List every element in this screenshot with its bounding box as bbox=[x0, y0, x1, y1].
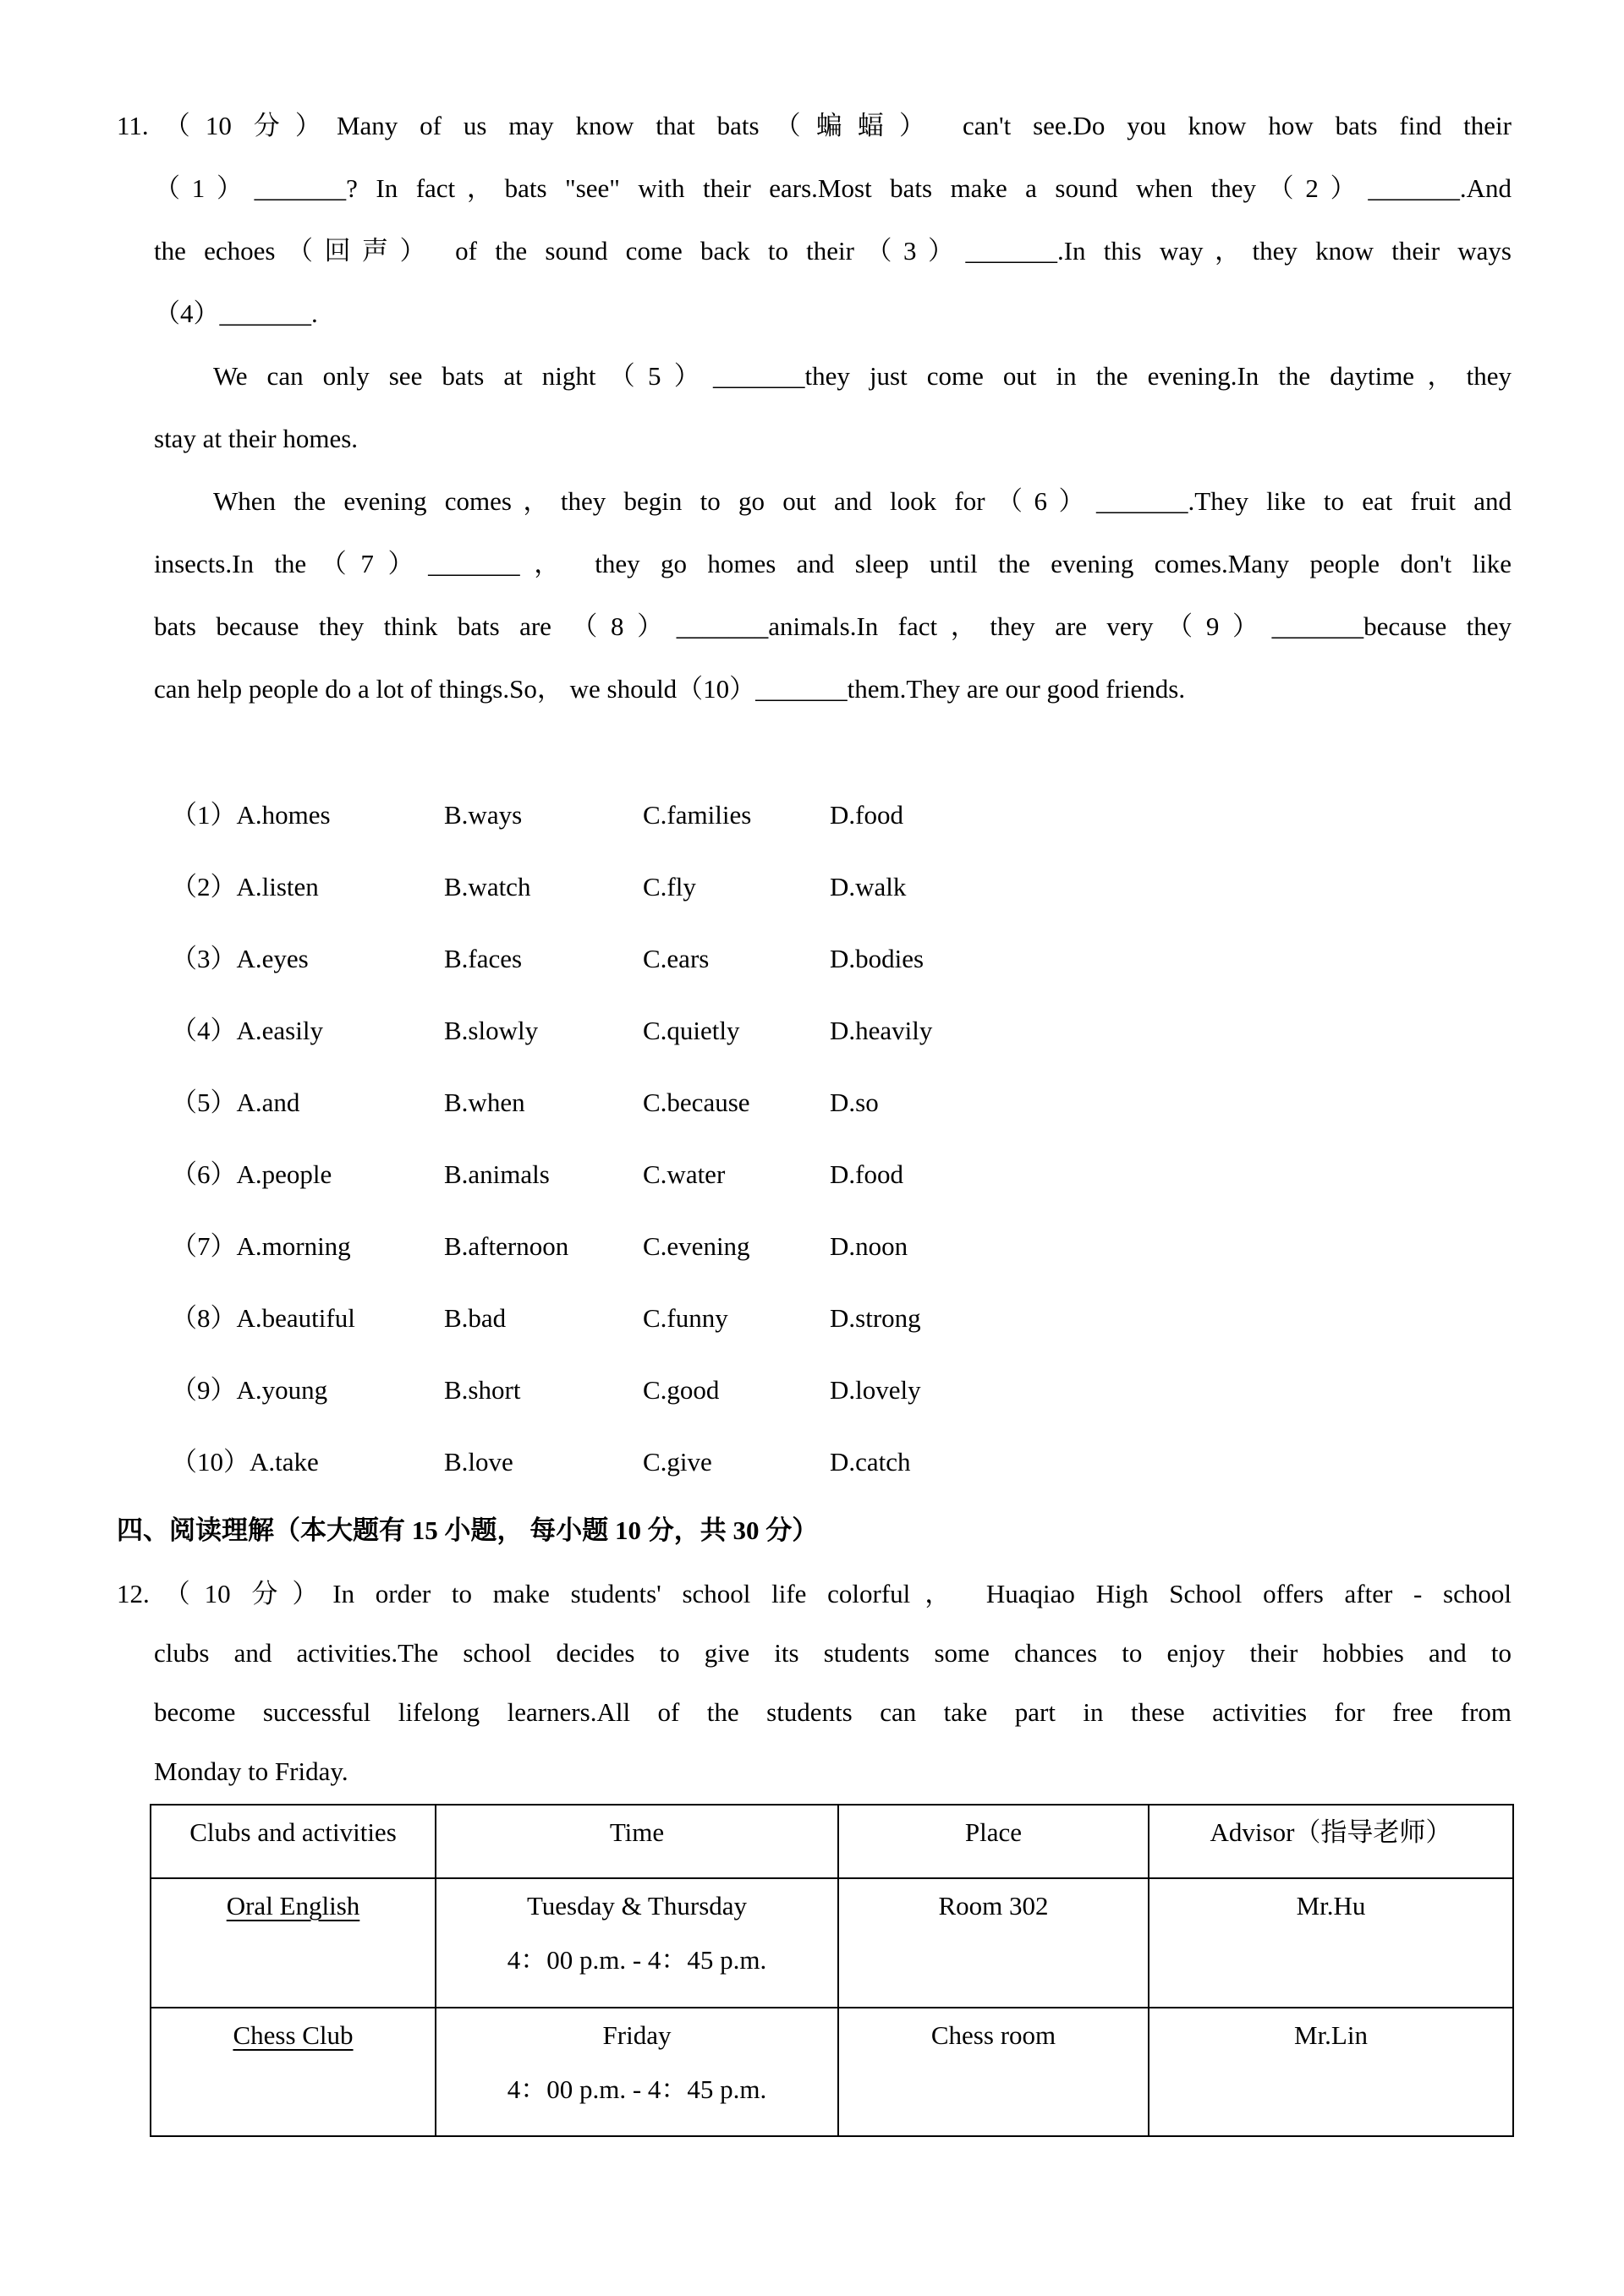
option-a: （9）A.young bbox=[171, 1375, 328, 1405]
option-c: C.fly bbox=[643, 872, 696, 901]
option-d: D.catch bbox=[830, 1447, 911, 1477]
option-a: （6）A.people bbox=[171, 1159, 332, 1189]
passage-line: 12.（10 分）In order to make students' school life colorful， Huaqiao High School offers after - school bbox=[117, 1579, 1512, 1608]
passage-line: become successful lifelong learners.All of the students can take part in these activities for free from bbox=[154, 1697, 1512, 1727]
place-cell: Room 302 bbox=[838, 1878, 1149, 2008]
option-row-10 bbox=[171, 1426, 1624, 1498]
option-b: B.animals bbox=[444, 1159, 550, 1189]
table-row bbox=[151, 2008, 1513, 2136]
option-b: B.watch bbox=[444, 872, 531, 901]
option-row-3 bbox=[171, 923, 1624, 995]
question-11-options bbox=[0, 779, 1624, 1498]
passage-line: （1）_______? In fact，bats "see" with their ears.Most bats make a sound when they（2）_______.And bbox=[154, 173, 1512, 203]
option-c: C.families bbox=[643, 800, 752, 830]
option-d: D.food bbox=[830, 1159, 903, 1189]
option-a: （7）A.morning bbox=[171, 1231, 351, 1261]
header-place: Place bbox=[838, 1805, 1149, 1878]
option-d: D.bodies bbox=[830, 944, 924, 973]
club-cell: Chess Club bbox=[151, 2008, 436, 2136]
option-b: B.faces bbox=[444, 944, 523, 973]
passage-line: 11.（10 分）Many of us may know that bats（蝙蝠） can't see.Do you know how bats find their bbox=[117, 111, 1512, 140]
option-row-1 bbox=[171, 779, 1624, 851]
option-d: D.so bbox=[830, 1088, 879, 1117]
time-cell: Tuesday & Thursday 4：00 p.m. - 4：45 p.m. bbox=[436, 1878, 838, 2008]
header-time: Time bbox=[436, 1805, 838, 1878]
option-row-8 bbox=[171, 1282, 1624, 1354]
option-c: C.because bbox=[643, 1088, 750, 1117]
place-cell: Chess room bbox=[838, 2008, 1149, 2136]
option-c: C.give bbox=[643, 1447, 712, 1477]
option-d: D.walk bbox=[830, 872, 907, 901]
option-b: B.when bbox=[444, 1088, 525, 1117]
option-d: D.food bbox=[830, 800, 903, 830]
option-a: （10）A.take bbox=[171, 1447, 319, 1477]
passage-line: We can only see bats at night（5）_______they just come out in the evening.In the daytime，they bbox=[213, 361, 1512, 391]
option-d: D.lovely bbox=[830, 1375, 921, 1405]
section-heading: 四、阅读理解（本大题有 15 小题， 每小题 10 分，共 30 分） bbox=[117, 1515, 819, 1545]
time-cell: Friday 4：00 p.m. - 4：45 p.m. bbox=[436, 2008, 838, 2136]
passage-line: insects.In the（7）_______， they go homes and sleep until the evening comes.Many people don't like bbox=[154, 549, 1512, 578]
passage-line: clubs and activities.The school decides to give its students some chances to enjoy their hobbies and to bbox=[154, 1638, 1512, 1668]
advisor-cell: Mr.Lin bbox=[1149, 2008, 1513, 2136]
option-a: （1）A.homes bbox=[171, 800, 331, 830]
option-b: B.afternoon bbox=[444, 1231, 569, 1261]
option-a: （5）A.and bbox=[171, 1088, 300, 1117]
passage-line: stay at their homes. bbox=[154, 424, 359, 453]
option-c: C.evening bbox=[643, 1231, 750, 1261]
option-d: D.heavily bbox=[830, 1016, 933, 1045]
option-row-2 bbox=[171, 851, 1624, 923]
table-row bbox=[151, 1878, 1513, 2008]
option-c: C.water bbox=[643, 1159, 726, 1189]
advisor-cell: Mr.Hu bbox=[1149, 1878, 1513, 2008]
passage-line: the echoes（回声） of the sound come back to their（3）_______.In this way，they know their ways bbox=[154, 236, 1512, 266]
option-row-4 bbox=[171, 995, 1624, 1066]
option-c: C.quietly bbox=[643, 1016, 740, 1045]
option-row-5 bbox=[171, 1066, 1624, 1138]
option-b: B.bad bbox=[444, 1303, 507, 1333]
option-b: B.ways bbox=[444, 800, 523, 830]
passage-line: （4）_______. bbox=[154, 299, 318, 328]
passage-line: bats because they think bats are （8）_______animals.In fact，they are very（9）_______because they bbox=[154, 611, 1512, 641]
option-a: （8）A.beautiful bbox=[171, 1303, 355, 1333]
option-row-7 bbox=[171, 1210, 1624, 1282]
option-b: B.short bbox=[444, 1375, 521, 1405]
option-b: B.love bbox=[444, 1447, 513, 1477]
option-d: D.strong bbox=[830, 1303, 921, 1333]
passage-line: can help people do a lot of things.So， we should（10）_______them.They are our good friends. bbox=[154, 674, 1186, 704]
option-d: D.noon bbox=[830, 1231, 908, 1261]
clubs-activities-table bbox=[150, 1804, 1514, 2137]
option-c: C.ears bbox=[643, 944, 710, 973]
question-11-passage bbox=[0, 95, 1624, 721]
table-header-row bbox=[151, 1805, 1513, 1878]
option-b: B.slowly bbox=[444, 1016, 539, 1045]
option-c: C.funny bbox=[643, 1303, 728, 1333]
option-a: （2）A.listen bbox=[171, 872, 319, 901]
club-cell: Oral English bbox=[151, 1878, 436, 2008]
option-a: （4）A.easily bbox=[171, 1016, 323, 1045]
header-clubs: Clubs and activities bbox=[151, 1805, 436, 1878]
header-advisor: Advisor（指导老师） bbox=[1149, 1805, 1513, 1878]
option-row-6 bbox=[171, 1138, 1624, 1210]
option-row-9 bbox=[171, 1354, 1624, 1426]
passage-line: When the evening comes，they begin to go out and look for（6）_______.They like to eat fruit and bbox=[213, 486, 1512, 516]
option-c: C.good bbox=[643, 1375, 720, 1405]
option-a: （3）A.eyes bbox=[171, 944, 309, 973]
passage-line: Monday to Friday. bbox=[154, 1756, 348, 1786]
question-12-passage bbox=[0, 1564, 1624, 1801]
